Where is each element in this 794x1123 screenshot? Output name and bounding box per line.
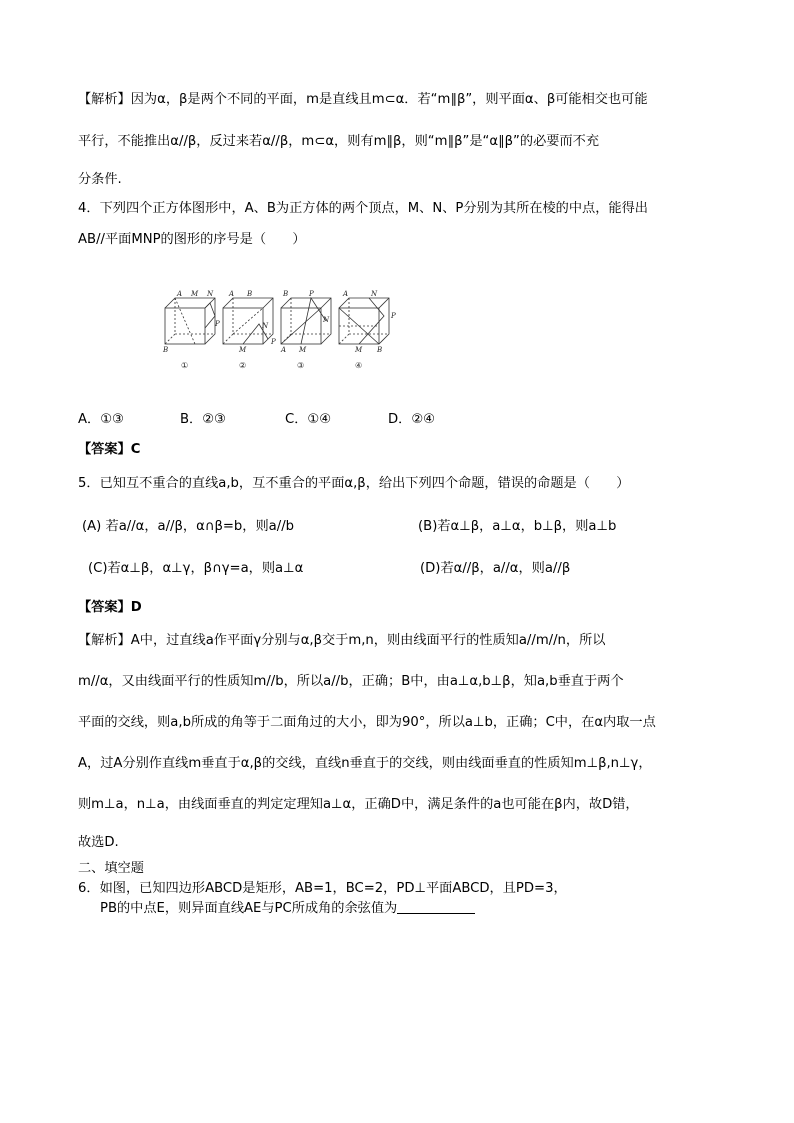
svg-text:N: N — [323, 316, 330, 324]
q4-option-d: D．②④ — [388, 412, 435, 427]
figure-label-2: ② — [239, 361, 247, 370]
svg-text:B: B — [283, 290, 289, 298]
analysis-3-line-1: 【解析】因为α，β是两个不同的平面，m是直线且m⊂α．若“m∥β”，则平面α、β可能相交也可能 — [78, 92, 648, 107]
svg-text:B: B — [377, 346, 383, 354]
q5-analysis-line-6: 故选D. — [78, 835, 119, 850]
figure-label-1: ① — [181, 361, 189, 370]
q5-analysis-line-4: A，过A分别作直线m垂直于α,β的交线，直线n垂直于的交线，则由线面垂直的性质知m⊥β,n⊥γ， — [78, 756, 652, 771]
section-title-fill-blank: 二、填空题 — [78, 861, 144, 876]
q5-stem: 5．已知互不重合的直线a,b，互不重合的平面α,β，给出下列四个命题，错误的命题是（ ） — [78, 476, 630, 491]
svg-text:N: N — [262, 322, 269, 330]
q5-analysis-line-2: m//α，又由线面平行的性质知m//b，所以a//b，正确；B中，由a⊥α,b⊥β，知a,b垂直于两个 — [78, 674, 624, 689]
q4-answer: 【答案】C — [78, 442, 141, 457]
q4-stem-line-2: AB//平面MNP的图形的序号是（ ） — [78, 232, 306, 247]
q5-option-c: (C)若α⊥β，α⊥γ，β∩γ=a，则a⊥α — [88, 561, 304, 576]
q6-line-1: 6．如图，已知四边形ABCD是矩形，AB=1，BC=2，PD⊥平面ABCD，且PD=3， — [78, 881, 567, 896]
svg-text:M: M — [191, 290, 199, 298]
q5-analysis-line-3: 平面的交线，则a,b所成的角等于二面角过的大小，即为90°，所以a⊥b，正确；C中，在α内取一点 — [78, 715, 656, 730]
cube-figure-2 — [223, 298, 273, 344]
svg-text:N: N — [207, 290, 214, 298]
svg-text:P: P — [215, 320, 220, 328]
svg-text:M: M — [239, 346, 247, 354]
svg-text:M: M — [355, 346, 363, 354]
figure-label-3: ③ — [297, 361, 305, 370]
q4-cube-figures — [163, 292, 401, 374]
q5-option-b: (B)若α⊥β，a⊥α，b⊥β，则a⊥b — [418, 519, 617, 534]
figure-label-4: ④ — [355, 361, 363, 370]
svg-text:N: N — [371, 290, 378, 298]
svg-text:P: P — [309, 290, 314, 298]
q4-stem-line-1: 4．下列四个正方体图形中，A、B为正方体的两个顶点，M、N、P分别为其所在棱的中点，能得出 — [78, 201, 648, 216]
svg-text:M: M — [299, 346, 307, 354]
analysis-3-line-2: 平行，不能推出α//β，反过来若α//β，m⊂α，则有m∥β，则“m∥β”是“α∥β”的必要而不充 — [78, 134, 600, 149]
svg-text:A: A — [229, 290, 235, 298]
cube-figure-4 — [339, 298, 389, 344]
q5-analysis-line-1: 【解析】A中，过直线a作平面γ分别与α,β交于m,n，则由线面平行的性质知a//m//n，所以 — [78, 633, 606, 648]
svg-text:P: P — [391, 312, 396, 320]
q5-option-d: (D)若α//β，a//α，则a//β — [420, 561, 571, 576]
cube-figure-1 — [165, 298, 215, 344]
q4-option-a: A．①③ — [78, 412, 124, 427]
q4-option-b: B．②③ — [180, 412, 226, 427]
analysis-3-line-3: 分条件. — [78, 172, 122, 187]
svg-text:B: B — [163, 346, 169, 354]
svg-text:A: A — [281, 346, 287, 354]
q6-line-2-text: PB的中点E，则异面直线AE与PC所成角的余弦值为 — [100, 901, 398, 916]
svg-text:P: P — [271, 338, 276, 346]
q6-line-2 — [100, 897, 475, 916]
q4-option-c: C．①④ — [285, 412, 332, 427]
svg-text:A: A — [177, 290, 183, 298]
q5-option-a: (A) 若a//α，a//β，α∩β=b，则a//b — [82, 519, 295, 534]
svg-text:A: A — [343, 290, 349, 298]
q5-analysis-line-5: 则m⊥a，n⊥a，由线面垂直的判定定理知a⊥α，正确D中，满足条件的a也可能在β内，故D错， — [78, 797, 639, 812]
answer-blank[interactable] — [397, 901, 475, 914]
q5-answer: 【答案】D — [78, 600, 142, 615]
svg-text:B: B — [247, 290, 253, 298]
